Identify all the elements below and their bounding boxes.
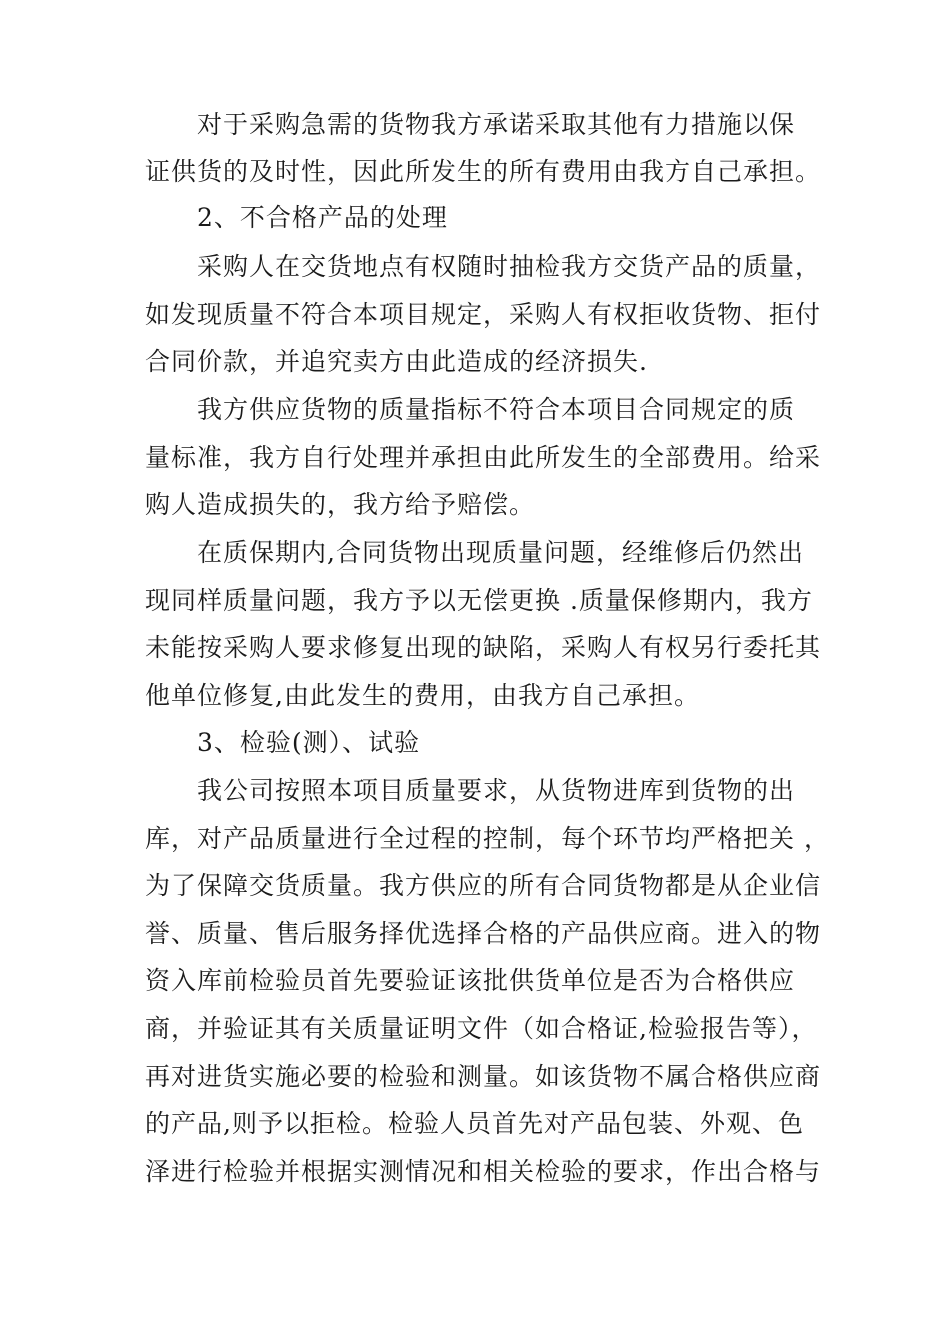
- text-line: 商，并验证其有关质量证明文件（如合格证,检验报告等），: [145, 1014, 818, 1043]
- text-line: 誉、质量、售后服务择优选择合格的产品供应商。进入的物: [145, 919, 822, 948]
- section-heading: 3、检验(测）、试验: [197, 728, 421, 757]
- text-line: 资入库前检验员首先要验证该批供货单位是否为合格供应: [145, 966, 796, 995]
- text-line: 的产品,则予以拒检。检验人员首先对产品包装、外观、色: [145, 1109, 804, 1138]
- text-line: 采购人在交货地点有权随时抽检我方交货产品的质量，: [197, 252, 822, 281]
- text-line: 未能按采购人要求修复出现的缺陷，采购人有权另行委托其: [145, 633, 822, 662]
- text-line: 我方供应货物的质量指标不符合本项目合同规定的质: [197, 395, 796, 424]
- text-line: 他单位修复,由此发生的费用，由我方自己承担。: [145, 681, 700, 710]
- section-heading: 2、不合格产品的处理: [197, 203, 448, 232]
- text-line: 为了保障交货质量。我方供应的所有合同货物都是从企业信: [145, 871, 822, 900]
- text-line: 再对进货实施必要的检验和测量。如该货物不属合格供应商: [145, 1062, 822, 1091]
- text-line: 合同价款，并追究卖方由此造成的经济损失.: [145, 347, 648, 376]
- text-line: 购人造成损失的，我方给予赔偿。: [145, 490, 536, 519]
- text-line: 量标准，我方自行处理并承担由此所发生的全部费用。给采: [145, 443, 822, 472]
- text-line: 我公司按照本项目质量要求，从货物进库到货物的出: [197, 776, 796, 805]
- text-line: 现同样质量问题，我方予以无偿更换 .质量保修期内，我方: [145, 586, 813, 615]
- text-line: 对于采购急需的货物我方承诺采取其他有力措施以保: [197, 110, 796, 139]
- text-line: 库，对产品质量进行全过程的控制，每个环节均严格把关 ，: [145, 824, 830, 853]
- text-line: 在质保期内,合同货物出现质量问题，经维修后仍然出: [197, 538, 804, 567]
- text-line: 泽进行检验并根据实测情况和相关检验的要求，作出合格与: [145, 1157, 822, 1186]
- text-line: 如发现质量不符合本项目规定，采购人有权拒收货物、拒付: [145, 300, 822, 329]
- text-line: 证供货的及时性，因此所发生的所有费用由我方自己承担。: [145, 157, 822, 186]
